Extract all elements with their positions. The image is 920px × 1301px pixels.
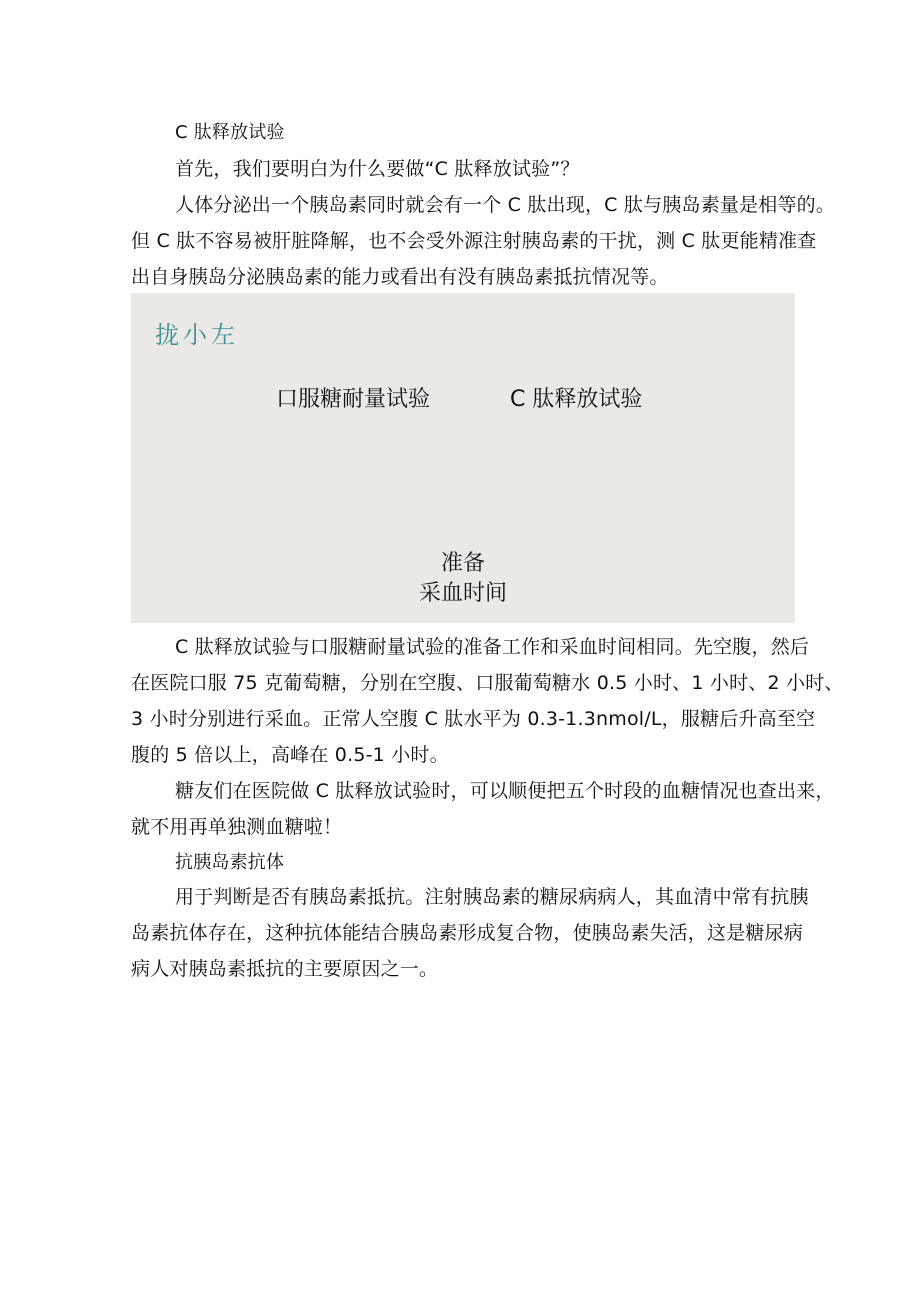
- antibody-line-2: 岛素抗体存在，这种抗体能结合胰岛素形成复合物，使胰岛素失活，这是糖尿病: [131, 922, 804, 944]
- antibody-line-3: 病人对胰岛素抵抗的主要原因之一。: [131, 958, 439, 980]
- figure-label-sampling-time: 采血时间: [418, 581, 507, 606]
- intro-line-2: 但 C 肽不容易被肝脏降解，也不会受外源注射胰岛素的干扰，测 C 肽更能精准查: [131, 230, 817, 252]
- figure-watermark-tag: 拢小左: [155, 321, 239, 349]
- prep-line-1: C 肽释放试验与口服糖耐量试验的准备工作和采血时间相同。先空腹，然后: [175, 636, 810, 658]
- tip-line-2: 就不用再单独测血糖啦！: [131, 816, 343, 838]
- section-heading-antibody: 抗胰岛素抗体: [175, 852, 285, 873]
- prep-line-2: 在医院口服 75 克葡萄糖，分别在空腹、口服葡萄糖水 0.5 小时、1 小时、2 小时、: [131, 672, 844, 694]
- question-line: 首先，我们要明白为什么要做“C 肽释放试验”？: [175, 158, 580, 180]
- figure-label-bottom: [131, 549, 795, 609]
- intro-line-1: 人体分泌出一个胰岛素同时就会有一个 C 肽出现，C 肽与胰岛素量是相等的。: [175, 194, 836, 216]
- prep-line-4: 腹的 5 倍以上，高峰在 0.5-1 小时。: [131, 744, 449, 766]
- figure-label-ogtt: 口服糖耐量试验: [276, 387, 431, 412]
- intro-line-3: 出自身胰岛分泌胰岛素的能力或看出有没有胰岛素抵抗情况等。: [131, 266, 669, 288]
- tip-line-1: 糖友们在医院做 C 肽释放试验时，可以顺便把五个时段的血糖情况也查出来，: [175, 780, 835, 802]
- comparison-figure: [131, 293, 795, 623]
- figure-label-preparation: 准备: [440, 551, 485, 576]
- figure-label-c-peptide: C 肽释放试验: [510, 387, 643, 412]
- prep-line-3: 3 小时分别进行采血。正常人空腹 C 肽水平为 0.3-1.3nmol/L，服糖后升高至空: [131, 708, 816, 730]
- antibody-line-1: 用于判断是否有胰岛素抵抗。注射胰岛素的糖尿病病人，其血清中常有抗胰: [175, 886, 809, 908]
- section-heading-c-peptide: C 肽释放试验: [175, 122, 285, 143]
